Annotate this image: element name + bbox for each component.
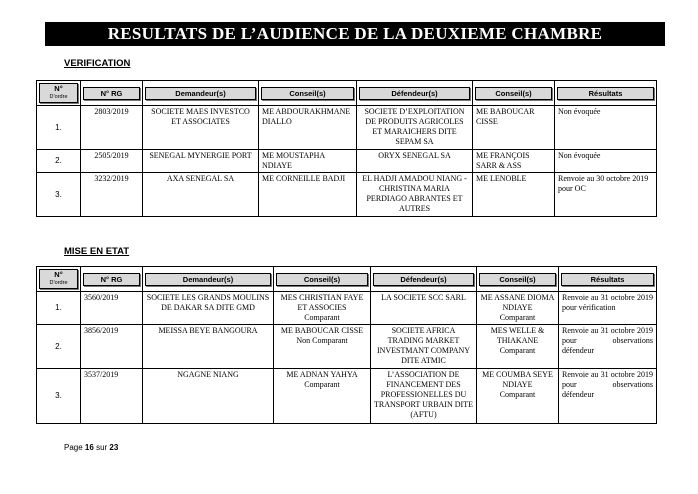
table-row <box>37 325 657 369</box>
col-header-conseil-defendeur: Conseil(s) <box>475 87 552 100</box>
row-defendeur: SOCIETE AFRICA TRADING MARKET INVESTMANT COMPANY DITE ATMIC <box>371 325 477 369</box>
col-header-num: N° D’ordre <box>39 269 78 289</box>
row-conseil-defendeur: ME BABOUCAR CISSE <box>473 106 555 150</box>
footer-separator: sur <box>96 443 108 452</box>
row-conseil-defendeur: ME FRANÇOIS SARR & ASS <box>473 150 555 173</box>
section-title-verification: VERIFICATION <box>64 58 131 69</box>
table-row <box>37 369 657 424</box>
row-conseil-name: ME BABOUCAR CISSE <box>280 326 364 335</box>
row-conseil-defendeur-status: Comparant <box>499 390 536 399</box>
row-defendeur: LA SOCIETE SCC SARL <box>371 292 477 325</box>
row-num: 1. <box>37 292 81 325</box>
col-header-defendeur: Défendeur(s) <box>359 87 470 100</box>
col-header-rg: N° RG <box>83 87 140 100</box>
section-title-mise-en-etat: MISE EN ETAT <box>64 246 130 257</box>
row-conseil-status: Comparant <box>304 380 340 389</box>
row-conseil-defendeur-name: ME ASSANE DIOMA NDIAYE <box>480 293 555 312</box>
row-rg: 3856/2019 <box>81 325 143 369</box>
table-row <box>37 106 657 150</box>
col-header-demandeur: Demandeur(s) <box>145 273 271 286</box>
row-resultat: Non évoquée <box>555 150 657 173</box>
row-rg: 2505/2019 <box>81 150 143 173</box>
row-defendeur: ORYX SENEGAL SA <box>357 150 473 173</box>
row-defendeur: SOCIETE D’EXPLOITATION DE PRODUITS AGRICOLES ET MARAICHERS DITE SEPAM SA <box>357 106 473 150</box>
row-conseil <box>274 292 371 325</box>
row-resultat: Renvoie au 30 octobre 2019 pour OC <box>555 173 657 217</box>
row-rg: 2803/2019 <box>81 106 143 150</box>
row-conseil-defendeur-name: ME COUMBA SEYE NDIAYE <box>482 370 553 389</box>
row-conseil: ME ABDOURAKHMANE DIALLO <box>259 106 357 150</box>
row-conseil: ME MOUSTAPHA NDIAYE <box>259 150 357 173</box>
row-conseil-status: Comparant <box>304 313 340 322</box>
row-conseil <box>274 369 371 424</box>
row-conseil-name: MES CHRISTIAN FAYE ET ASSOCIES <box>280 293 364 312</box>
row-conseil-name: ME ADNAN YAHYA <box>286 370 358 379</box>
page-footer <box>64 443 118 452</box>
row-demandeur: MEISSA BEYE BANGOURA <box>143 325 274 369</box>
table-header-row <box>37 267 657 292</box>
footer-prefix: Page <box>64 443 83 452</box>
row-num: 3. <box>37 173 81 217</box>
table-header-row <box>37 81 657 106</box>
row-conseil-defendeur-status: Comparant <box>499 346 536 355</box>
row-num: 2. <box>37 150 81 173</box>
row-defendeur: L’ASSOCIATION DE FINANCEMENT DES PROFESSIONELLES DU TRANSPORT URBAIN DITE (AFTU) <box>371 369 477 424</box>
col-header-rg: N° RG <box>83 273 140 286</box>
row-resultat: Renvoie au 31 octobre 2019 pour observations défendeur <box>559 369 657 424</box>
row-num: 2. <box>37 325 81 369</box>
row-conseil-defendeur-status: Comparant <box>499 313 536 322</box>
row-num: 1. <box>37 106 81 150</box>
row-conseil-defendeur <box>477 292 559 325</box>
row-demandeur: SOCIETE MAES INVESTCO ET ASSOCIATES <box>143 106 259 150</box>
col-header-defendeur: Défendeur(s) <box>373 273 474 286</box>
row-demandeur: AXA SENEGAL SA <box>143 173 259 217</box>
row-conseil: ME CORNEILLE BADJI <box>259 173 357 217</box>
col-header-conseil-defendeur: Conseil(s) <box>479 273 556 286</box>
col-header-conseil: Conseil(s) <box>261 87 354 100</box>
row-defendeur: EL HADJI AMADOU NIANG -CHRISTINA MARIA PERDIAGO ABRANTES ET AUTRES <box>357 173 473 217</box>
mise-en-etat-table <box>36 266 657 424</box>
row-conseil-defendeur <box>477 325 559 369</box>
table-row <box>37 292 657 325</box>
col-header-resultats: Résultats <box>557 87 654 100</box>
row-resultat: Renvoie au 31 octobre 2019 pour observations défendeur <box>559 325 657 369</box>
row-conseil-status: Non Comparant <box>296 336 348 345</box>
row-demandeur: SENEGAL MYNERGIE PORT <box>143 150 259 173</box>
footer-total-pages: 23 <box>109 443 119 452</box>
col-header-resultats: Résultats <box>561 273 654 286</box>
row-rg: 3232/2019 <box>81 173 143 217</box>
row-rg: 3560/2019 <box>81 292 143 325</box>
col-header-demandeur: Demandeur(s) <box>145 87 256 100</box>
row-conseil-defendeur: ME LENOBLE <box>473 173 555 217</box>
row-conseil <box>274 325 371 369</box>
row-conseil-defendeur-name: MES WELLE & THIAKANE <box>490 326 545 345</box>
row-num: 3. <box>37 369 81 424</box>
row-resultat: Non évoquée <box>555 106 657 150</box>
col-header-num: N° D’ordre <box>39 83 78 103</box>
row-resultat: Renvoie au 31 octobre 2019 pour vérification <box>559 292 657 325</box>
row-rg: 3537/2019 <box>81 369 143 424</box>
row-demandeur: NGAGNE NIANG <box>143 369 274 424</box>
table-row <box>37 150 657 173</box>
footer-page-number: 16 <box>84 443 94 452</box>
verification-table <box>36 80 657 217</box>
page-title: RESULTATS DE L’AUDIENCE DE LA DEUXIEME CHAMBRE <box>45 22 665 46</box>
col-header-conseil: Conseil(s) <box>276 273 368 286</box>
row-conseil-defendeur <box>477 369 559 424</box>
table-row <box>37 173 657 217</box>
row-demandeur: SOCIETE LES GRANDS MOULINS DE DAKAR SA DITE GMD <box>143 292 274 325</box>
